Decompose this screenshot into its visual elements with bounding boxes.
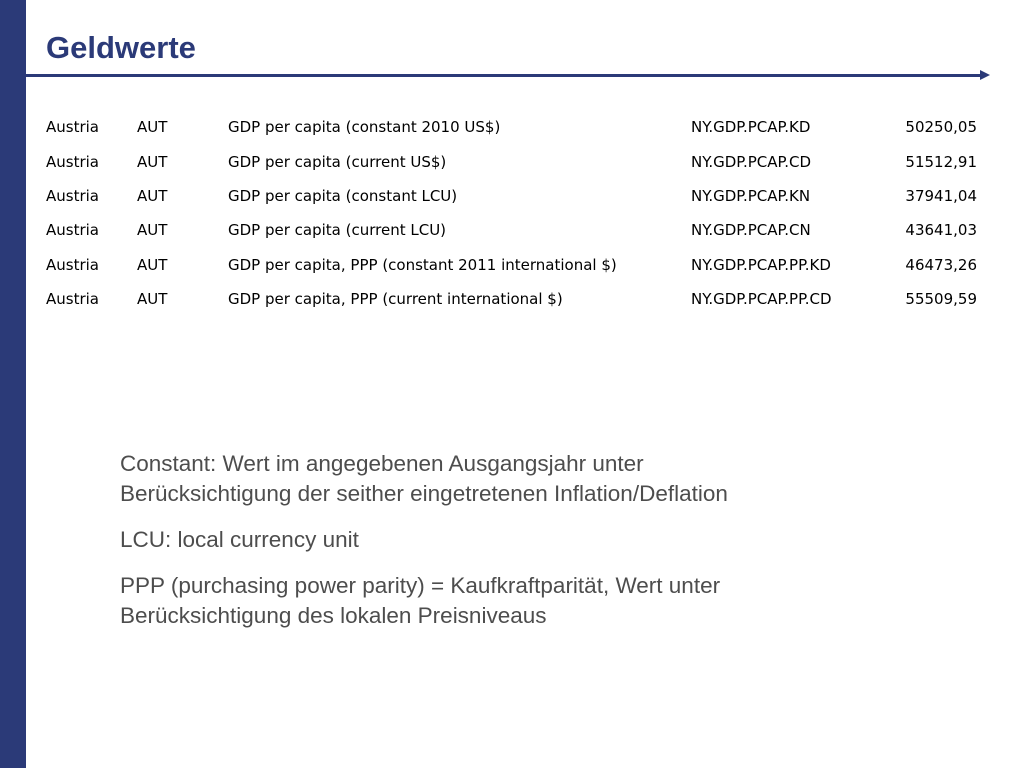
series-code-cell: NY.GDP.PCAP.PP.CD <box>691 290 832 309</box>
slide-title: Geldwerte <box>46 30 196 65</box>
table-row <box>40 213 977 247</box>
table-row <box>40 110 977 144</box>
series-code-cell: NY.GDP.PCAP.CD <box>691 152 812 171</box>
country-cell: Austria <box>46 152 99 171</box>
series-code-cell: NY.GDP.PCAP.CN <box>691 221 811 240</box>
left-accent-bar <box>0 0 26 768</box>
indicator-cell: GDP per capita (current US$) <box>228 152 447 171</box>
title-underline <box>26 74 982 77</box>
table-row <box>40 179 977 213</box>
series-code-cell: NY.GDP.PCAP.KN <box>691 186 811 205</box>
indicator-cell: GDP per capita, PPP (constant 2011 international $) <box>228 255 617 274</box>
gdp-table <box>40 110 977 316</box>
series-code-cell: NY.GDP.PCAP.PP.KD <box>691 255 831 274</box>
country-code-cell: AUT <box>137 290 168 309</box>
indicator-cell: GDP per capita (constant LCU) <box>228 186 458 205</box>
value-cell: 37941,04 <box>905 186 977 205</box>
note-line: LCU: local currency unit <box>120 527 359 552</box>
value-cell: 50250,05 <box>905 118 977 137</box>
country-cell: Austria <box>46 221 99 240</box>
indicator-cell: GDP per capita, PPP (current international $) <box>228 290 563 309</box>
note-line: PPP (purchasing power parity) = Kaufkraftparität, Wert unter <box>120 573 721 598</box>
note-lcu <box>120 525 880 555</box>
indicator-cell: GDP per capita (constant 2010 US$) <box>228 118 501 137</box>
country-code-cell: AUT <box>137 221 168 240</box>
country-code-cell: AUT <box>137 255 168 274</box>
country-cell: Austria <box>46 290 99 309</box>
note-line: Berücksichtigung des lokalen Preisniveaus <box>120 603 547 628</box>
country-code-cell: AUT <box>137 152 168 171</box>
value-cell: 46473,26 <box>905 255 977 274</box>
country-cell: Austria <box>46 118 99 137</box>
table-row <box>40 248 977 282</box>
country-code-cell: AUT <box>137 186 168 205</box>
table-row <box>40 282 977 316</box>
note-constant <box>120 449 880 509</box>
note-line: Constant: Wert im angegebenen Ausgangsjahr unter <box>120 451 644 476</box>
notes-block <box>120 449 880 647</box>
table-row <box>40 144 977 178</box>
value-cell: 55509,59 <box>905 290 977 309</box>
arrow-head-icon <box>980 70 990 80</box>
country-cell: Austria <box>46 255 99 274</box>
note-line: Berücksichtigung der seither eingetretenen Inflation/Deflation <box>120 481 728 506</box>
country-cell: Austria <box>46 186 99 205</box>
indicator-cell: GDP per capita (current LCU) <box>228 221 447 240</box>
note-ppp <box>120 571 880 631</box>
series-code-cell: NY.GDP.PCAP.KD <box>691 118 811 137</box>
country-code-cell: AUT <box>137 118 168 137</box>
value-cell: 43641,03 <box>905 221 977 240</box>
value-cell: 51512,91 <box>905 152 977 171</box>
